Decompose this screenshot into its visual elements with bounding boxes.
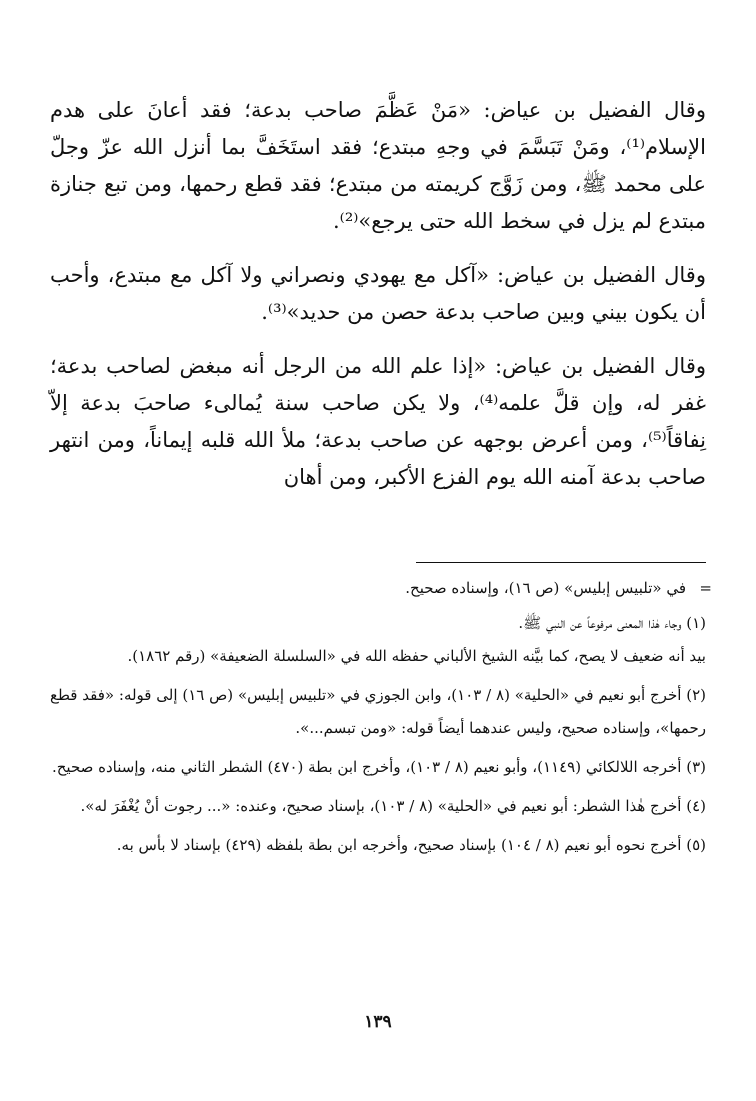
page-number: ١٣٩ xyxy=(364,1012,392,1032)
continuation-mark: = xyxy=(699,579,712,597)
footnote-1: (١) وجاء هٰذا المعنى مرفوعاً عن النبي ﷺ. xyxy=(518,614,706,632)
footnote-5: (٥) أخرج نحوه أبو نعيم (٨ / ١٠٤) بإسناد صحيح، وأخرجه ابن بطة بلفظه (٤٢٩) بإسناد لا بأس به. xyxy=(116,836,706,854)
paragraph-3: وقال الفضيل بن عياض: «إذا علم الله من الرجل أنه مبغض لصاحب بدعة؛ غفر له، وإن قلَّ علمه⁽⁴⁾، ولا يكن صاحب سنة يُمالىء صاحبَ بدعة إلاّ نِفاقاً⁽⁵⁾، ومن أعرض بوجهه عن صاحب بدعة؛ ملأ الله قلبه إيماناً، ومن انتهر صاحب بدعة آمنه الله يوم الفزع الأكبر، ومن أهان xyxy=(50,354,706,489)
footnote-continuation-text: في «تلبيس إبليس» (ص ١٦)، وإسناده صحيح. xyxy=(405,579,686,597)
paragraph-2: وقال الفضيل بن عياض: «آكل مع يهودي ونصراني ولا آكل مع مبتدع، وأحب أن يكون بيني وبين صاحب بدعة حصن من حديد»⁽³⁾. xyxy=(50,263,706,324)
main-text xyxy=(50,92,706,496)
footnotes xyxy=(50,562,712,862)
footnote-3: (٣) أخرجه اللالكائي (١١٤٩)، وأبو نعيم (٨ / ١٠٣)، وأخرج ابن بطة (٤٧٠) الشطر الثاني منه، وإسناده صحيح. xyxy=(51,758,706,776)
footnote-2: (٢) أخرج أبو نعيم في «الحلية» (٨ / ١٠٣)، وابن الجوزي في «تلبيس إبليس» (ص ١٦) إلى قوله: «فقد قطع رحمها»، وإسناده صحيح، وليس عندهما أيضاً قوله: «ومن تبسم...». xyxy=(50,686,706,737)
footnote-1-note: بيد أنه ضعيف لا يصح، كما بيَّنه الشيخ الألباني حفظه الله في «السلسلة الضعيفة» (رقم ١٨٦٢). xyxy=(127,647,706,665)
footnote-4: (٤) أخرج هٰذا الشطر: أبو نعيم في «الحلية» (٨ / ١٠٣)، بإسناد صحيح، وعنده: «... رجوت أنْ يُغْفَرَ له». xyxy=(80,797,706,815)
paragraph-1: وقال الفضيل بن عياض: «مَنْ عَظَّمَ صاحب بدعة؛ فقد أعانَ على هدم الإسلام⁽¹⁾، ومَنْ تَبَسَّمَ في وجهِ مبتدع؛ فقد استَخَفَّ بما أنزل الله عزّ وجلّ على محمد ﷺ، ومن زَوَّج كريمته من مبتدع؛ فقد قطع رحمها، ومن تبع جنازة مبتدع لم يزل في سخط الله حتى يرجع»⁽²⁾. xyxy=(50,98,706,233)
footnote-continuation xyxy=(50,575,712,601)
footnote-separator xyxy=(416,562,706,563)
